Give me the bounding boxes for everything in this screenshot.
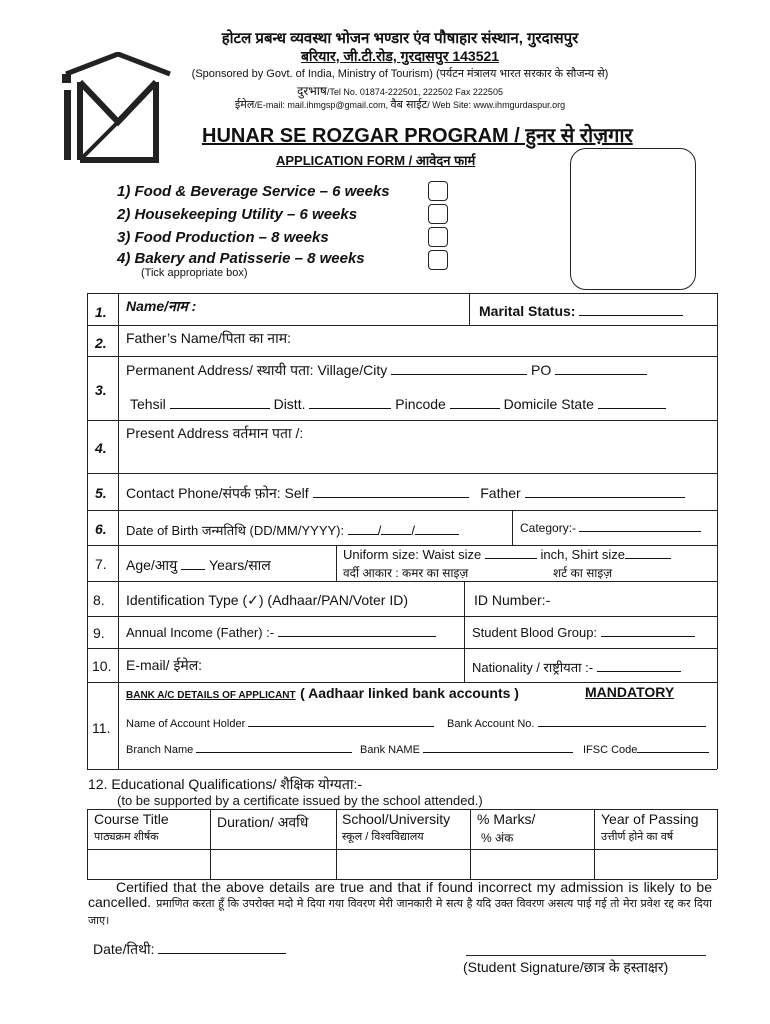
edu-col-course-title-hindi: पाठ्यक्रम शीर्षक [94,831,159,843]
category-label: Category:- [520,521,577,535]
pincode-label: Pincode [395,396,446,412]
age-blank[interactable] [181,569,205,570]
present-address-label: Present Address वर्तमान पता /: [126,425,304,441]
shirt-size-label: inch, Shirt size [540,547,626,562]
row-divider [87,648,717,649]
account-number-blank[interactable] [538,726,706,727]
distt-label: Distt. [273,396,306,412]
domicile-label: Domicile State [503,396,594,412]
branch-name-label: Branch Name [126,744,194,756]
waist-blank[interactable] [485,558,537,559]
form-title: HUNAR SE ROZGAR PROGRAM / हुनर से रोज़गार [202,125,633,147]
bank-title: BANK A/C DETAILS OF APPLICANT [126,690,296,701]
email-website-line [190,97,610,112]
blood-group-field[interactable] [472,625,695,640]
number-column-divider [118,293,119,769]
nationality-field[interactable] [472,658,681,676]
cell-divider [512,510,513,545]
table-border-top [87,293,717,294]
father-phone-blank[interactable] [525,497,685,498]
row-divider [87,420,717,421]
contact-phone-label: Contact Phone/संपर्क फ़ोन: Self [126,485,309,501]
self-phone-blank[interactable] [313,497,469,498]
age-field[interactable] [126,556,271,575]
edu-col-marks-hindi: % अंक [481,831,514,845]
course-option-2: 2) Housekeeping Utility – 6 weeks [117,206,358,223]
account-number-field[interactable] [447,718,706,730]
dob-year-blank[interactable] [415,534,459,535]
table-border-left [87,293,88,769]
distt-blank[interactable] [309,408,391,409]
edu-col-border [87,809,88,879]
ifsc-label: IFSC Code [583,744,638,756]
row-number-3: 3. [95,382,107,398]
name-label-text: Name/नाम : [126,298,197,314]
edu-col-duration: Duration/ अवधि [217,814,309,830]
shirt-hindi-label: शर्ट का साइज़ [553,566,613,580]
tehsil-blank[interactable] [170,408,270,409]
mandatory-label: MANDATORY [585,684,675,700]
cell-divider [469,293,470,325]
uniform-hindi-label: वर्दी आकार : कमर का साइज़ [343,566,469,580]
row-number-2: 2. [95,335,107,351]
tehsil-row[interactable] [130,396,666,412]
bank-details-heading [126,685,519,703]
date-label: Date/तिथी: [93,941,155,957]
edu-col-course-title: Course Title [94,811,169,827]
permanent-address-label: Permanent Address/ स्थायी पता: Village/City [126,362,388,378]
org-name-hindi: होटल प्रबन्ध व्यवस्था भोजन भण्डार एंव पौषाहार संस्थान, गुरदासपुर [221,30,579,47]
edu-col-border [717,809,718,879]
contact-phone-field[interactable] [126,484,685,503]
row-number-9: 9. [93,625,105,641]
account-holder-field[interactable] [126,718,434,730]
row-divider [87,545,717,546]
village-blank[interactable] [391,374,527,375]
bank-name-blank[interactable] [423,752,573,753]
course-checkbox-3[interactable] [428,227,448,247]
row-number-1: 1. [95,304,107,320]
pincode-blank[interactable] [450,408,500,409]
table-border-right [717,293,718,769]
father-name-label: Father’s Name/पिता का नाम: [126,330,291,346]
dob-field[interactable]: Date of Birth जन्मतिथि (DD/MM/YYYY): / / [126,521,459,539]
tick-note: (Tick appropriate box) [141,267,248,279]
id-type-label[interactable]: Identification Type (✓) (Adhaar/PAN/Voter ID) [126,592,409,608]
category-field[interactable] [520,521,701,535]
row-number-5: 5. [95,485,107,501]
name-label [126,297,196,316]
edu-col-border [594,809,595,879]
edu-col-school-hindi: स्कूल / विश्वविद्यालय [342,831,424,843]
edu-header-divider [87,849,717,850]
po-label: PO [531,362,552,378]
edu-col-border [336,809,337,879]
course-option-3: 3) Food Production – 8 weeks [117,229,329,246]
row-divider [87,682,717,683]
po-blank[interactable] [555,374,647,375]
income-field[interactable] [126,625,436,640]
aadhaar-note: ( Aadhaar linked bank accounts ) [300,685,519,701]
dob-month-blank[interactable] [381,534,411,535]
edu-col-border [470,809,471,879]
row-number-4: 4. [95,440,107,456]
address-text: बरियार, जी.टी.रोड, गुरदासपुर 143521 [300,48,500,64]
income-blank[interactable] [278,636,436,637]
row-divider [87,510,717,511]
nationality-blank[interactable] [597,671,681,672]
ifsc-blank[interactable] [637,752,709,753]
account-holder-blank[interactable] [248,726,434,727]
income-label: Annual Income (Father) :- [126,625,275,640]
id-number-label[interactable]: ID Number:- [474,592,551,608]
age-label: Age/आयु [126,557,178,573]
edu-col-marks: % Marks/ [477,811,536,827]
uniform-waist-label: Uniform size: Waist size [343,547,482,562]
signature-label: (Student Signature/छात्र के हस्ताक्षर) [463,959,669,975]
row-divider [87,581,717,582]
phone-label-hindi: दुरभाष [297,84,327,98]
marital-status-label: Marital Status: [479,303,576,319]
marital-status-blank[interactable] [579,315,683,316]
date-field[interactable] [93,940,286,959]
signature-line[interactable] [466,955,706,956]
edu-col-border [210,809,211,879]
edu-col-school: School/University [342,811,451,827]
ifsc-field[interactable] [583,744,709,756]
bank-name-label: Bank NAME [360,744,420,756]
form-subtitle: APPLICATION FORM / आवेदन फार्म [276,153,476,168]
row-divider [87,616,717,617]
dob-day-blank[interactable] [348,534,378,535]
row-number-7: 7. [95,556,107,572]
account-holder-label: Name of Account Holder [126,718,246,730]
cell-divider [336,545,337,581]
tehsil-label: Tehsil [130,396,166,412]
course-option-4: 4) Bakery and Patisserie – 8 weeks [117,250,365,267]
declaration-text [88,880,712,929]
education-note: (to be supported by a certificate issued by the school attended.) [117,793,483,808]
phone-numbers: /Tel No. 01874-222501, 222502 Fax 222505 [326,87,503,97]
branch-name-field[interactable] [126,744,352,756]
domicile-blank[interactable] [598,408,666,409]
father-phone-label: Father [480,485,521,501]
blood-group-label: Student Blood Group: [472,625,598,640]
email-label[interactable]: E-mail/ ईमेल: [126,657,203,673]
marital-status-field[interactable] [479,303,683,319]
row-divider [87,325,717,326]
row-divider [87,356,717,357]
sponsored-line: (Sponsored by Govt. of India, Ministry of Tourism) (पर्यटन मंत्रालय भारत सरकार के सौजन्य से) [191,68,609,80]
account-number-label: Bank Account No. [447,718,535,730]
website-text: / Web Site: www.ihmgurdaspur.org [427,100,566,110]
education-heading: 12. Educational Qualifications/ शैक्षिक योग्यता:- [88,776,363,792]
permanent-address-field[interactable] [126,361,647,380]
date-blank[interactable] [158,953,286,954]
email-hindi: ईमेल [234,99,255,111]
declaration-english: Certified that the above details are true and that if found incorrect my admission is likely to be cancelled. [88,879,712,910]
category-blank[interactable] [579,531,701,532]
website-hindi: वैब साईट [390,99,428,111]
cell-divider [464,581,465,682]
row-number-11: 11. [92,720,111,736]
nationality-label: Nationality / राष्ट्रीयता :- [472,660,594,675]
course-checkbox-1[interactable] [428,181,448,201]
edu-table-top [87,809,717,810]
ihm-logo [58,52,178,167]
blood-group-blank[interactable] [601,636,695,637]
photo-box[interactable] [570,148,696,290]
course-checkbox-4[interactable] [428,250,448,270]
course-checkbox-2[interactable] [428,204,448,224]
shirt-blank[interactable] [625,558,671,559]
edu-col-year-hindi: उत्तीर्ण होने का वर्ष [601,831,674,843]
table-border-bottom [87,769,717,770]
declaration-hindi: प्रमाणित करता हूँ कि उपरोक्त मदो मे दिया गया विवरण मेरी जानकारी मे सत्य है यदि उक्त विवरण असत्य पाई गई तो मेरा प्रवेश रद्द कर दिया जाए। [88,898,712,927]
bank-name-field[interactable] [360,744,573,756]
email-text: /E-mail: mail.ihmgsp@gmail.com, [254,100,388,110]
branch-name-blank[interactable] [196,752,352,753]
course-option-1: 1) Food & Beverage Service – 6 weeks [117,183,390,200]
row-number-8: 8. [93,592,105,608]
uniform-size-field[interactable] [343,547,671,562]
dob-label: Date of Birth जन्मतिथि (DD/MM/YYYY): [126,523,345,538]
edu-col-year: Year of Passing [601,811,699,827]
row-number-10: 10. [92,658,112,674]
years-label: Years/साल [209,557,271,573]
row-divider [87,473,717,474]
row-number-6: 6. [95,521,107,537]
org-address-hindi [190,47,610,66]
